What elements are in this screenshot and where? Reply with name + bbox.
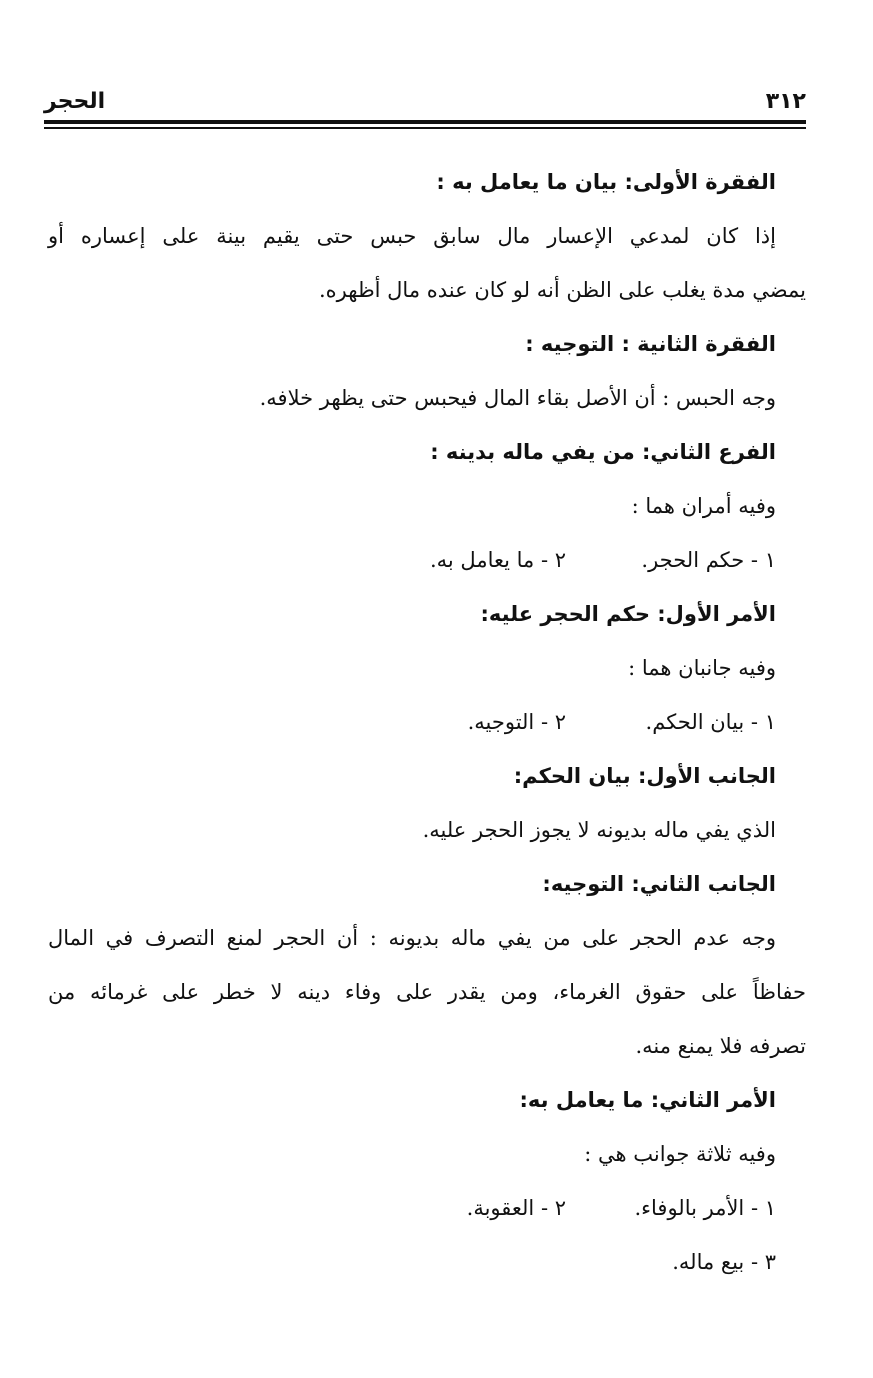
list-3 [48,1181,806,1235]
chapter-title: الحجر [44,88,106,114]
paragraph-4: وفيه جانبان هما : [628,656,776,680]
heading-side-1: الجانب الأول: بيان الحكم: [513,764,776,788]
list-3-item-1: ١ - الأمر بالوفاء. [634,1196,776,1220]
paragraph-7: وفيه ثلاثة جوانب هي : [584,1142,776,1166]
header-rule-thick [44,120,806,124]
heading-matter-2: الأمر الثاني: ما يعامل به: [519,1088,776,1112]
list-1-item-2: ٢ - ما يعامل به. [429,548,566,572]
list-1-item-1: ١ - حكم الحجر. [641,548,776,572]
paragraph-2: وجه الحبس : أن الأصل بقاء المال فيحبس حتى يظهر خلافه. [259,386,776,410]
paragraph-1-line-2: يمضي مدة يغلب على الظن أنه لو كان عنده مال أظهره. [319,278,806,302]
list-3-item-2: ٢ - العقوبة. [466,1196,566,1220]
paragraph-1-line-1: إذا كان لمدعي الإعسار مال سابق حبس حتى يقيم بينة على إعساره أو [48,224,776,248]
list-1 [48,533,806,587]
header-rule-thin [44,127,806,129]
paragraph-5: الذي يفي ماله بديونه لا يجوز الحجر عليه. [422,818,776,842]
heading-paragraph-1: الفقرة الأولى: بيان ما يعامل به : [436,170,776,194]
list-2-item-2: ٢ - التوجيه. [467,710,566,734]
heading-side-2: الجانب الثاني: التوجيه: [542,872,776,896]
running-header [44,86,806,116]
list-3-item-3: ٣ - بيع ماله. [672,1250,776,1274]
page-number: ٣١٢ [765,88,806,114]
list-2-item-1: ١ - بيان الحكم. [645,710,776,734]
heading-branch-2: الفرع الثاني: من يفي ماله بدينه : [430,440,776,464]
page-body [48,155,806,1289]
list-2 [48,695,806,749]
paragraph-6-line-3: تصرفه فلا يمنع منه. [635,1034,806,1058]
heading-matter-1: الأمر الأول: حكم الحجر عليه: [480,602,776,626]
paragraph-3: وفيه أمران هما : [631,494,776,518]
paragraph-6-line-2: حفاظاً على حقوق الغرماء، ومن يقدر على وفاء دينه لا خطر على غرمائه من [48,980,806,1004]
paragraph-6-line-1: وجه عدم الحجر على من يفي ماله بديونه : أن الحجر لمنع التصرف في المال [48,926,776,950]
heading-paragraph-2: الفقرة الثانية : التوجيه : [525,332,776,356]
